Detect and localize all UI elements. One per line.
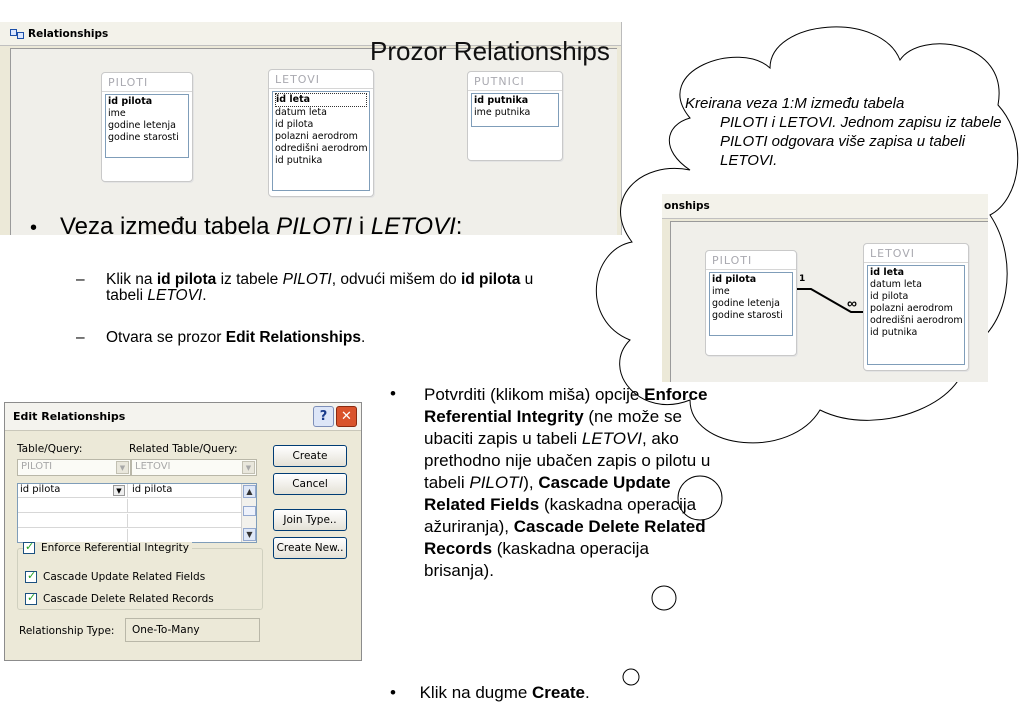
grid-row[interactable] bbox=[18, 499, 242, 513]
cascade-delete-label: Cascade Delete Related Records bbox=[43, 593, 214, 605]
zoom-field-polazni-aerodrom[interactable]: polazni aerodrom bbox=[870, 303, 953, 314]
dialog-title: Edit Relationships bbox=[13, 410, 126, 423]
create-a: Klik na dugme bbox=[419, 683, 533, 702]
field-ime[interactable]: ime bbox=[108, 108, 126, 119]
sub-dash-2: – bbox=[76, 329, 85, 346]
checkbox-checked-icon[interactable] bbox=[25, 593, 37, 605]
grid-left-cell-empty[interactable] bbox=[18, 529, 128, 543]
sub1-i: LETOVI bbox=[147, 287, 203, 304]
field-id-leta[interactable]: id leta bbox=[275, 93, 367, 107]
right-bullet-body bbox=[396, 384, 716, 582]
cascade-update-checkbox[interactable] bbox=[25, 571, 208, 583]
relationships-window-zoom bbox=[662, 194, 988, 382]
table-letovi-header: LETOVI bbox=[269, 70, 373, 89]
grid-row[interactable] bbox=[18, 484, 242, 498]
right-b3: Cascade Delete Related Records bbox=[424, 517, 706, 558]
right-p5: (kaskadna operacija ažuriranja), bbox=[424, 495, 697, 536]
bullet-dot: • bbox=[30, 217, 38, 239]
field-polazni-aerodrom[interactable]: polazni aerodrom bbox=[275, 131, 358, 142]
grid-right-cell[interactable]: id pilota bbox=[132, 484, 173, 495]
sub1-f: id pilota bbox=[460, 271, 521, 288]
scroll-down-icon[interactable]: ▼ bbox=[243, 528, 256, 541]
related-table-query-select[interactable] bbox=[131, 459, 257, 476]
sub1-g: u bbox=[520, 271, 534, 288]
sub1-h: tabeli bbox=[106, 287, 148, 304]
zoom-table-piloti-header: PILOTI bbox=[706, 251, 796, 270]
dialog-titlebar bbox=[5, 403, 361, 431]
relationships-window-title: Relationships bbox=[28, 27, 109, 40]
right-p6: (kaskadna operacija brisanja). bbox=[424, 539, 649, 580]
relationship-type-label: Relationship Type: bbox=[19, 625, 115, 637]
grid-right-cell-empty[interactable] bbox=[129, 499, 241, 512]
dialog-caption-buttons bbox=[311, 406, 357, 427]
right-b2: Cascade Update Related Fields bbox=[424, 473, 671, 514]
grid-scrollbar[interactable] bbox=[241, 484, 256, 542]
main-bullet-t1: PILOTI bbox=[276, 213, 353, 240]
enforce-integrity-label: Enforce Referential Integrity bbox=[41, 542, 189, 554]
close-button[interactable]: ✕ bbox=[336, 406, 357, 427]
right-p1: Potvrditi (klikom miša) opcije bbox=[424, 385, 645, 404]
field-datum-leta[interactable]: datum leta bbox=[275, 107, 327, 118]
table-query-select[interactable] bbox=[17, 459, 131, 476]
zoom-field-id-pilota[interactable]: id pilota bbox=[712, 274, 757, 285]
relationships-zoom-titlebar: onships bbox=[662, 194, 988, 219]
relationship-many-label: ∞ bbox=[847, 295, 857, 311]
zoom-field-odredisni-aerodrom[interactable]: odredišni aerodrom bbox=[870, 315, 963, 326]
field-godine-starosti[interactable]: godine starosti bbox=[108, 132, 179, 143]
enforce-integrity-checkbox[interactable] bbox=[23, 542, 192, 554]
create-c: . bbox=[584, 683, 590, 702]
related-table-query-label: Related Table/Query: bbox=[129, 443, 238, 455]
field-id-putnika[interactable]: id putnika bbox=[474, 95, 529, 106]
right-i1: LETOVI bbox=[581, 429, 642, 448]
grid-left-cell-empty[interactable] bbox=[18, 514, 128, 527]
cloud-bubble-small bbox=[623, 669, 639, 685]
sub1-a: Klik na bbox=[106, 271, 157, 288]
zoom-table-letovi-header: LETOVI bbox=[864, 244, 968, 263]
sub2-b: Edit Relationships bbox=[225, 329, 361, 346]
right-p3: , ako prethodno nije ubačen zapis o pilotu u tabeli bbox=[424, 429, 711, 492]
slide-title: Prozor Relationships bbox=[370, 36, 610, 66]
sub1-j: . bbox=[202, 287, 207, 304]
relationship-type-value: One-To-Many bbox=[125, 618, 260, 642]
cloud-bubble-medium bbox=[652, 586, 676, 610]
right-i2: PILOTI bbox=[469, 473, 524, 492]
zoom-field-ime[interactable]: ime bbox=[712, 286, 730, 297]
sub2-a: Otvara se prozor bbox=[106, 329, 226, 346]
grid-row[interactable] bbox=[18, 514, 242, 528]
bullet-dot-create: • bbox=[390, 683, 396, 702]
sub1-d: PILOTI bbox=[282, 271, 332, 288]
cloud-note bbox=[685, 94, 1015, 170]
sub2-c: . bbox=[360, 329, 366, 346]
cloud-note-rest: PILOTI i LETOVI. Jednom zapisu iz tabele PILOTI odgovara više zapisa u tabeli LETOVI. bbox=[720, 114, 1002, 169]
cancel-button[interactable]: Cancel bbox=[273, 473, 347, 495]
scroll-thumb[interactable] bbox=[243, 506, 256, 516]
zoom-field-id-leta[interactable]: id leta bbox=[870, 267, 905, 278]
table-putnici-header: PUTNICI bbox=[468, 72, 562, 91]
table-query-label: Table/Query: bbox=[17, 443, 83, 455]
related-table-query-value: LETOVI bbox=[135, 461, 171, 472]
sub-dash: – bbox=[76, 271, 85, 288]
grid-left-cell[interactable] bbox=[18, 484, 128, 497]
grid-row[interactable] bbox=[18, 529, 242, 543]
create-new-button[interactable]: Create New.. bbox=[273, 537, 347, 559]
main-bullet-mid: i bbox=[352, 213, 371, 240]
help-button[interactable]: ? bbox=[313, 406, 334, 427]
relationship-one-label: 1 bbox=[799, 274, 806, 284]
zoom-field-godine-starosti[interactable]: godine starosti bbox=[712, 310, 783, 321]
chevron-down-icon[interactable]: ▼ bbox=[116, 461, 129, 474]
table-query-value: PILOTI bbox=[21, 461, 53, 472]
zoom-field-datum-leta[interactable]: datum leta bbox=[870, 279, 922, 290]
checkbox-checked-icon[interactable] bbox=[25, 571, 37, 583]
cascade-update-label: Cascade Update Related Fields bbox=[43, 571, 206, 583]
fields-grid[interactable] bbox=[17, 483, 257, 543]
chevron-down-icon[interactable]: ▼ bbox=[242, 461, 255, 474]
main-bullet-prefix: Veza između tabela bbox=[60, 213, 277, 240]
field-id-pilota[interactable]: id pilota bbox=[108, 96, 153, 107]
right-b1: Enforce Referential Integrity bbox=[424, 385, 708, 426]
create-b: Create bbox=[532, 683, 585, 702]
field-odredisni-aerodrom[interactable]: odredišni aerodrom bbox=[275, 143, 368, 154]
field-id-pilota[interactable]: id pilota bbox=[275, 119, 314, 130]
chevron-down-icon[interactable]: ▼ bbox=[113, 485, 125, 496]
join-type-button[interactable]: Join Type.. bbox=[273, 509, 347, 531]
right-bullet bbox=[390, 384, 716, 582]
field-ime-putnika[interactable]: ime putnika bbox=[474, 107, 531, 118]
bullet-dot-right: • bbox=[390, 384, 396, 403]
cloud-note-line1: Kreirana veza 1:M između tabela bbox=[685, 95, 905, 112]
main-bullet-suffix: : bbox=[455, 213, 463, 240]
sub1-e: , odvući mišem do bbox=[331, 271, 461, 288]
zoom-field-id-putnika[interactable]: id putnika bbox=[870, 327, 918, 338]
sub1-c: iz tabele bbox=[216, 271, 283, 288]
main-bullet-t2: LETOVI bbox=[370, 213, 456, 240]
grid-left-cell-empty[interactable] bbox=[18, 499, 128, 512]
grid-right-cell-empty[interactable] bbox=[129, 529, 241, 543]
edit-relationships-dialog bbox=[4, 402, 362, 661]
checkbox-checked-icon[interactable] bbox=[23, 542, 35, 554]
relationship-line[interactable] bbox=[671, 222, 989, 382]
right-p2: (ne može se ubaciti zapis u tabeli bbox=[424, 407, 682, 448]
grid-left-value: id pilota bbox=[20, 484, 61, 495]
zoom-field-godine-letenja[interactable]: godine letenja bbox=[712, 298, 780, 309]
sub1-b: id pilota bbox=[156, 271, 217, 288]
scroll-up-icon[interactable]: ▲ bbox=[243, 485, 256, 498]
create-bullet bbox=[390, 683, 590, 703]
zoom-field-id-pilota[interactable]: id pilota bbox=[870, 291, 909, 302]
create-button[interactable]: Create bbox=[273, 445, 347, 467]
table-piloti-header: PILOTI bbox=[102, 73, 192, 92]
relationships-zoom-canvas bbox=[670, 221, 988, 382]
grid-right-cell-empty[interactable] bbox=[129, 514, 241, 527]
field-godine-letenja[interactable]: godine letenja bbox=[108, 120, 176, 131]
cascade-delete-checkbox[interactable] bbox=[25, 593, 217, 605]
field-id-putnika[interactable]: id putnika bbox=[275, 155, 323, 166]
right-p4: ), bbox=[523, 473, 539, 492]
